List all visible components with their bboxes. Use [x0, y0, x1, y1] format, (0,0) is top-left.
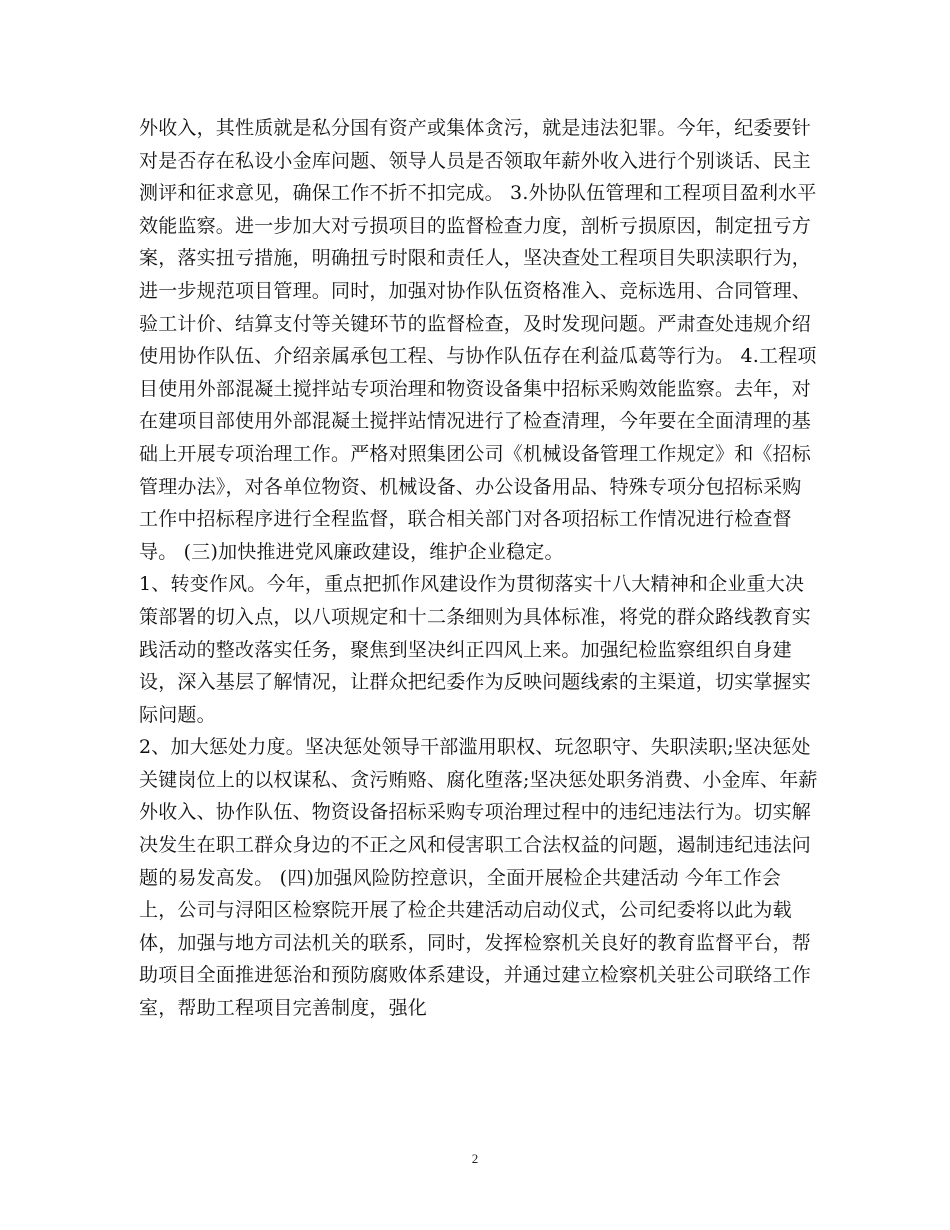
paragraph: 1、转变作风。今年，重点把抓作风建设作为贯彻落实十八大精神和企业重大决策部署的切入点，以八项规定和十二条细则为具体标准，将党的群众路线教育实践活动的整改落实任务，聚焦到坚决纠正四风上来。加强纪检监察组织自身建设，深入基层了解情况，让群众把纪委作为反映问题线索的主渠道，切实掌握实际问题。 — [139, 573, 812, 726]
page-number: 2 — [471, 1151, 479, 1166]
body-text — [139, 112, 819, 1025]
paragraph: 2、加大惩处力度。坚决惩处领导干部滥用职权、玩忽职守、失职渎职;坚决惩处关键岗位上的以权谋私、贪污贿赂、腐化堕落;坚决惩处职务消费、小金库、年薪外收入、协作队伍、物资设备招标采购专项治理过程中的违纪违法行为。切实解决发生在职工群众身边的不正之风和侵害职工合法权益的问题，遏制违纪违法问题的易发高发。 (四)加强风险防控意识，全面开展检企共建活动 今年工作会上，公司与浔阳区检察院开展了检企共建活动启动仪式，公司纪委将以此为载体，加强与地方司法机关的联系，同时，发挥检察机关良好的教育监督平台，帮助项目全面推进惩治和预防腐败体系建设，并通过建立检察机关驻公司联络工作室，帮助工程项目完善制度，强化 — [139, 736, 818, 1020]
paragraph: 外收入，其性质就是私分国有资产或集体贪污，就是违法犯罪。今年，纪委要针对是否存在私设小金库问题、领导人员是否领取年薪外收入进行个别谈话、民主测评和征求意见，确保工作不折不扣完成。 3.外协队伍管理和工程项目盈利水平效能监察。进一步加大对亏损项目的监督检查力度，剖析亏损原因，制定扭亏方案，落实扭亏措施，明确扭亏时限和责任人，坚决查处工程项目失职渎职行为，进一步规范项目管理。同时，加强对协作队伍资格准入、竞标选用、合同管理、验工计价、结算支付等关键环节的监督检查，及时发现问题。严肃查处违规介绍使用协作队伍、介绍亲属承包工程、与协作队伍存在利益瓜葛等行为。 4.工程项目使用外部混凝土搅拌站专项治理和物资设备集中招标采购效能监察。去年，对在建项目部使用外部混凝土搅拌站情况进行了检查清理，今年要在全面清理的基础上开展专项治理工作。严格对照集团公司《机械设备管理工作规定》和《招标管理办法》，对各单位物资、机械设备、办公设备用品、特殊专项分包招标采购工作中招标程序进行全程监督，联合相关部门对各项招标工作情况进行检查督导。 (三)加快推进党风廉政建设，维护企业稳定。 — [139, 117, 817, 563]
